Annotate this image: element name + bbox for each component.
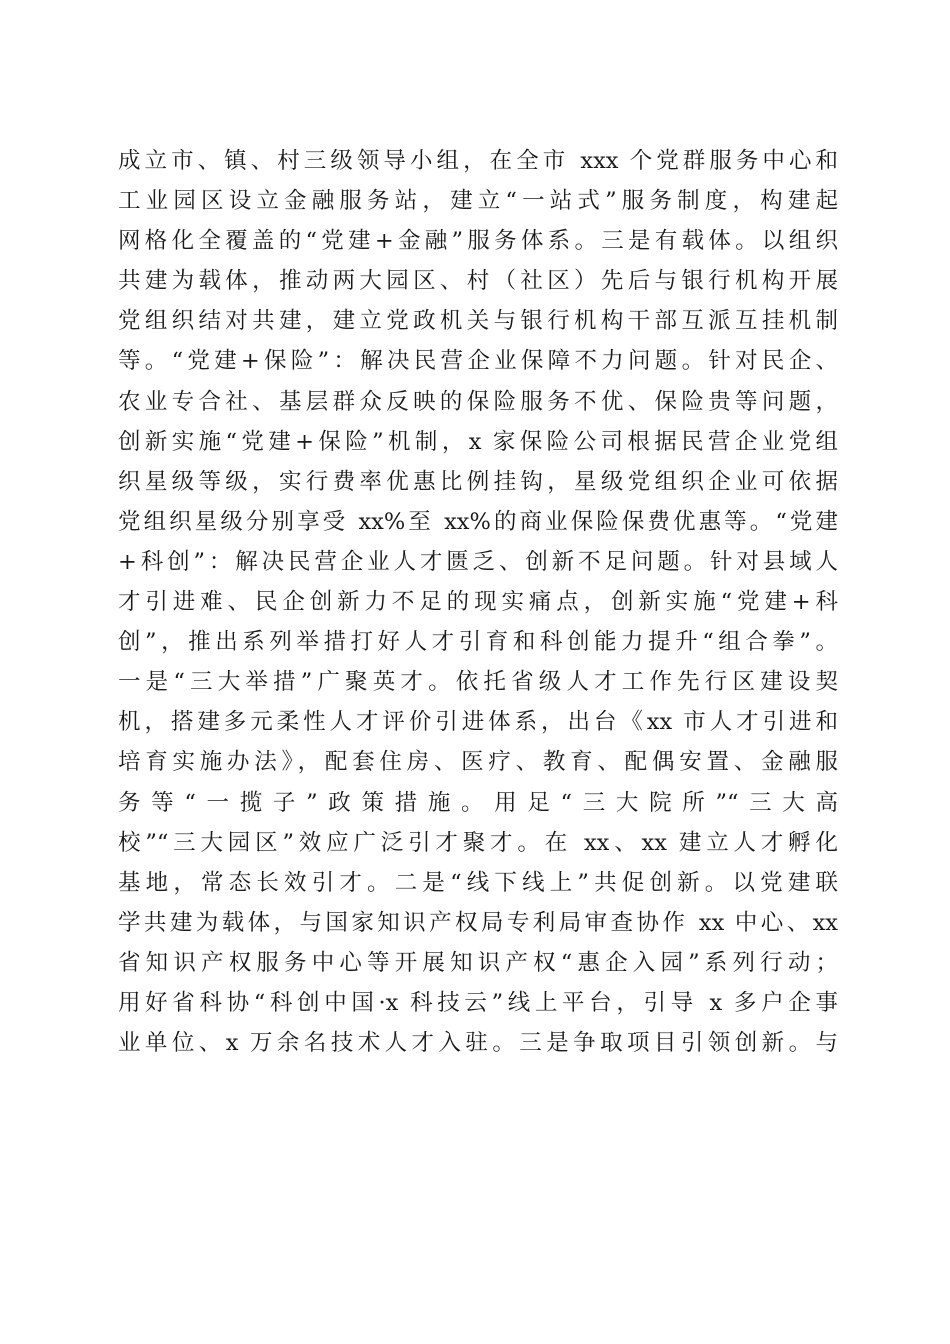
text-line: 用好省科协“科创中国·x 科技云”线上平台，引导 x 多户企事 <box>118 989 838 1016</box>
text-line: 工业园区设立金融服务站，建立“一站式”服务制度，构建起 <box>118 188 838 215</box>
text-line: 才引进难、民企创新力不足的现实痛点，创新实施“党建+科 <box>118 589 838 616</box>
text-line: 基地，常态长效引才。二是“线下线上”共促创新。以党建联 <box>118 869 838 896</box>
text-line: 培育实施办法》，配套住房、医疗、教育、配偶安置、金融服 <box>118 749 838 776</box>
text-line: 党组织星级分别享受 xx%至 xx%的商业保险保费优惠等。“党建 <box>118 508 838 535</box>
text-line: 网格化全覆盖的“党建+金融”服务体系。三是有载体。以组织 <box>118 228 838 255</box>
text-line: 学共建为载体，与国家知识产权局专利局审查协作 xx 中心、xx <box>118 909 838 936</box>
text-line: 党组织结对共建，建立党政机关与银行机构干部互派互挂机制 <box>118 308 838 335</box>
text-line: +科创”：解决民营企业人才匮乏、创新不足问题。针对县域人 <box>118 548 838 575</box>
text-line: 农业专合社、基层群众反映的保险服务不优、保险贵等问题， <box>118 388 838 415</box>
text-line: 业单位、x 万余名技术人才入驻。三是争取项目引领创新。与 <box>118 1030 838 1057</box>
text-line: 成立市、镇、村三级领导小组，在全市 xxx 个党群服务中心和 <box>118 148 838 174</box>
body-paragraph <box>118 141 838 1063</box>
text-line: 共建为载体，推动两大园区、村（社区）先后与银行机构开展 <box>118 268 838 295</box>
text-line: 校”“三大园区”效应广泛引才聚才。在 xx、xx 建立人才孵化 <box>118 829 838 856</box>
text-line: 省知识产权服务中心等开展知识产权“惠企入园”系列行动； <box>118 949 838 976</box>
text-line: 机，搭建多元柔性人才评价引进体系，出台《xx 市人才引进和 <box>118 709 838 736</box>
text-line: 务等“一揽子”政策措施。用足“三大院所”“三大高 <box>118 789 838 816</box>
text-line: 创新实施“党建+保险”机制，x 家保险公司根据民营企业党组 <box>118 428 838 455</box>
text-line: 织星级等级，实行费率优惠比例挂钩，星级党组织企业可依据 <box>118 468 838 495</box>
text-line: 创”，推出系列举措打好人才引育和科创能力提升“组合拳”。 <box>118 629 838 656</box>
text-line: 等。“党建+保险”：解决民营企业保障不力问题。针对民企、 <box>118 348 838 375</box>
text-line: 一是“三大举措”广聚英才。依托省级人才工作先行区建设契 <box>118 669 838 696</box>
